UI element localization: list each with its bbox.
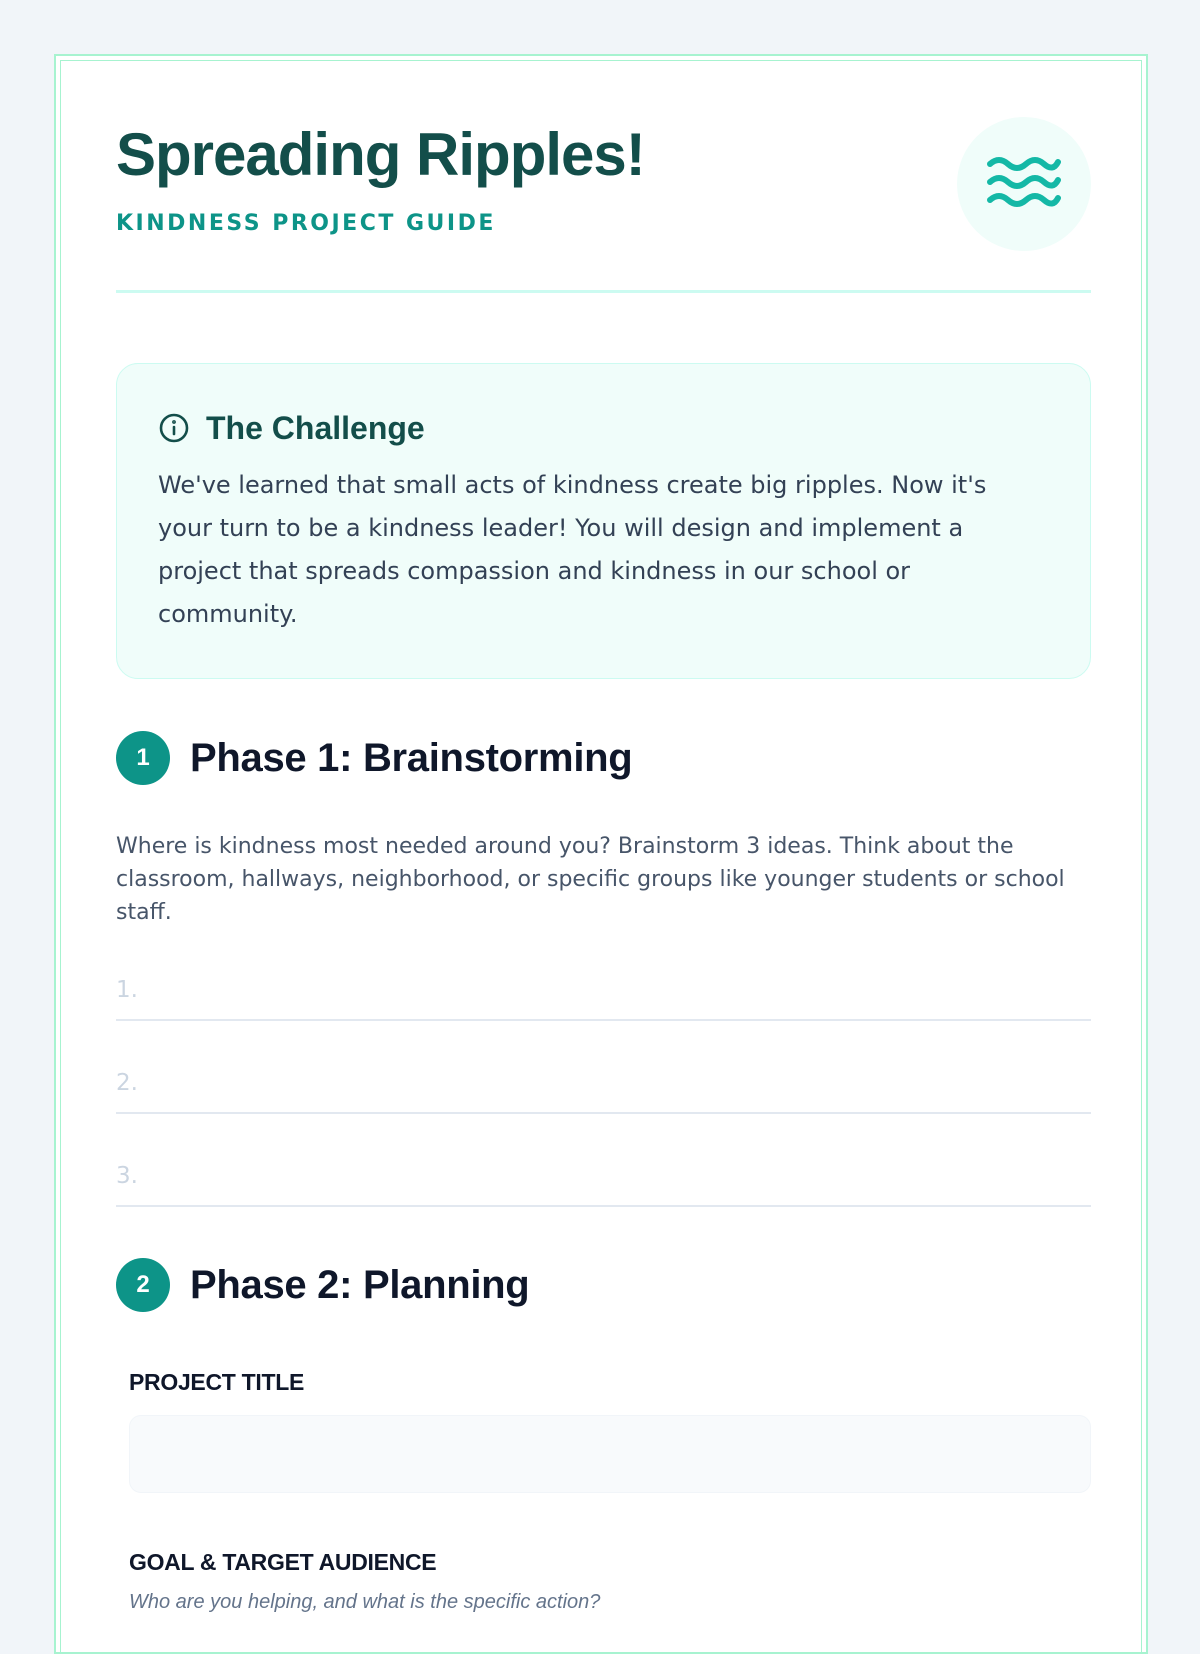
page-subtitle: KINDNESS PROJECT GUIDE bbox=[116, 211, 496, 236]
phase-2-heading bbox=[116, 1258, 529, 1312]
challenge-card bbox=[116, 363, 1091, 679]
goal-audience-label: GOAL & TARGET AUDIENCE bbox=[129, 1549, 437, 1575]
phase-1-number-badge: 1 bbox=[116, 731, 170, 785]
idea-number-label: 1. bbox=[116, 977, 138, 1003]
challenge-title: The Challenge bbox=[206, 409, 425, 446]
idea-number-label: 3. bbox=[116, 1163, 138, 1189]
idea-input-1[interactable] bbox=[116, 965, 1091, 1021]
page-title: Spreading Ripples! bbox=[116, 121, 645, 188]
phase-1-heading bbox=[116, 731, 632, 785]
phase-1-description: Where is kindness most needed around you? Brainstorm 3 ideas. Think about the classroom, hallways, neighborhood, or specific groups like younger students or school staff. bbox=[116, 834, 1065, 925]
project-title-label: PROJECT TITLE bbox=[129, 1369, 305, 1395]
worksheet-header bbox=[116, 61, 1091, 293]
info-icon bbox=[158, 412, 190, 444]
idea-input-2[interactable] bbox=[116, 1058, 1091, 1114]
worksheet-content bbox=[116, 61, 1091, 1613]
idea-number-label: 2. bbox=[116, 1070, 138, 1096]
phase-2-number-badge: 2 bbox=[116, 1258, 170, 1312]
challenge-text: We've learned that small acts of kindness create big ripples. Now it's your turn to be a kindness leader! You will design and implement a project that spreads compassion and kindness in our school or community. bbox=[158, 471, 987, 628]
waves-icon bbox=[986, 154, 1062, 214]
worksheet-page bbox=[54, 54, 1148, 1654]
idea-input-3[interactable] bbox=[116, 1151, 1091, 1207]
phase-2-title: Phase 2: Planning bbox=[190, 1262, 530, 1307]
phase-1-title: Phase 1: Brainstorming bbox=[190, 735, 633, 780]
project-title-input[interactable] bbox=[129, 1415, 1091, 1493]
page-inner-border bbox=[60, 60, 1142, 1652]
goal-audience-hint: Who are you helping, and what is the specific action? bbox=[129, 1591, 601, 1613]
challenge-heading bbox=[158, 408, 425, 448]
logo-badge bbox=[957, 117, 1091, 251]
